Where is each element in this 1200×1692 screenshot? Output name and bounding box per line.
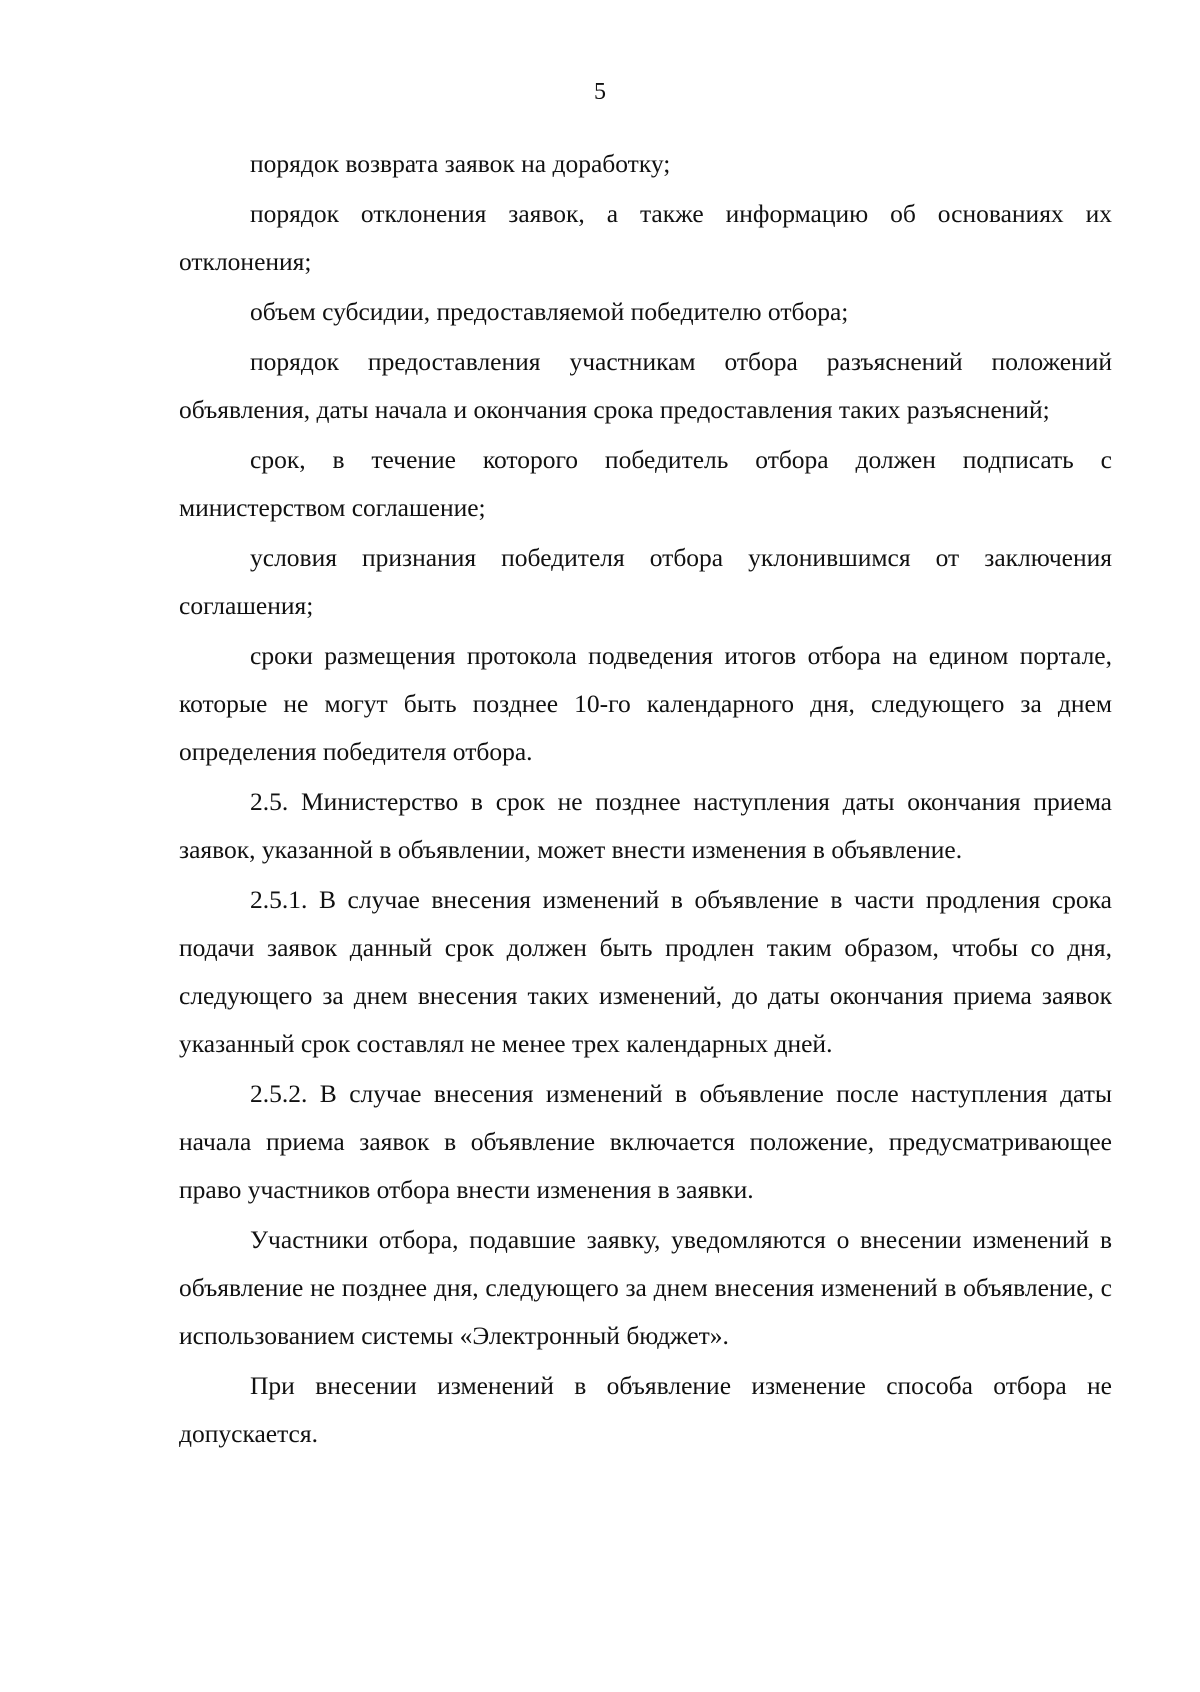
paragraph-evasion-conditions: условия признания победителя отбора уклонившимся от заключения соглашения; [179,543,1112,620]
paragraph-section-2-5: 2.5. Министерство в срок не позднее наступления даты окончания приема заявок, указанной в объявлении, может внести изменения в объявление. [179,787,1112,864]
paragraph-protocol-terms: сроки размещения протокола подведения итогов отбора на едином портале, которые не могут быть позднее 10-го календарного дня, следующего за днем определения победителя отбора. [179,641,1112,766]
paragraph-rejection-procedure: порядок отклонения заявок, а также информацию об основаниях их отклонения; [179,199,1112,276]
document-body [179,140,1112,1460]
paragraph-method-change: При внесении изменений в объявление изменение способа отбора не допускается. [179,1371,1112,1448]
paragraph-return-procedure: порядок возврата заявок на доработку; [250,149,671,178]
page-number: 5 [594,79,606,105]
paragraph-subsidy-volume: объем субсидии, предоставляемой победителю отбора; [250,297,849,326]
paragraph-clarifications: порядок предоставления участникам отбора разъяснений положений объявления, даты начала и окончания срока предоставления таких разъяснений; [179,347,1112,424]
paragraph-section-2-5-2: 2.5.2. В случае внесения изменений в объявление после наступления даты начала приема заявок в объявление включается положение, предусматривающее право участников отбора внести изменения в заявки. [179,1079,1112,1204]
paragraph-agreement-term: срок, в течение которого победитель отбора должен подписать с министерством соглашение; [179,445,1112,522]
paragraph-section-2-5-1: 2.5.1. В случае внесения изменений в объявление в части продления срока подачи заявок данный срок должен быть продлен таким образом, чтобы со дня, следующего за днем внесения таких изменений, до даты окончания приема заявок указанный срок составлял не менее трех календарных дней. [179,885,1112,1058]
paragraph-participants-notice: Участники отбора, подавшие заявку, уведомляются о внесении изменений в объявление не позднее дня, следующего за днем внесения изменений в объявление, с использованием системы «Электронный бюджет». [179,1225,1112,1350]
